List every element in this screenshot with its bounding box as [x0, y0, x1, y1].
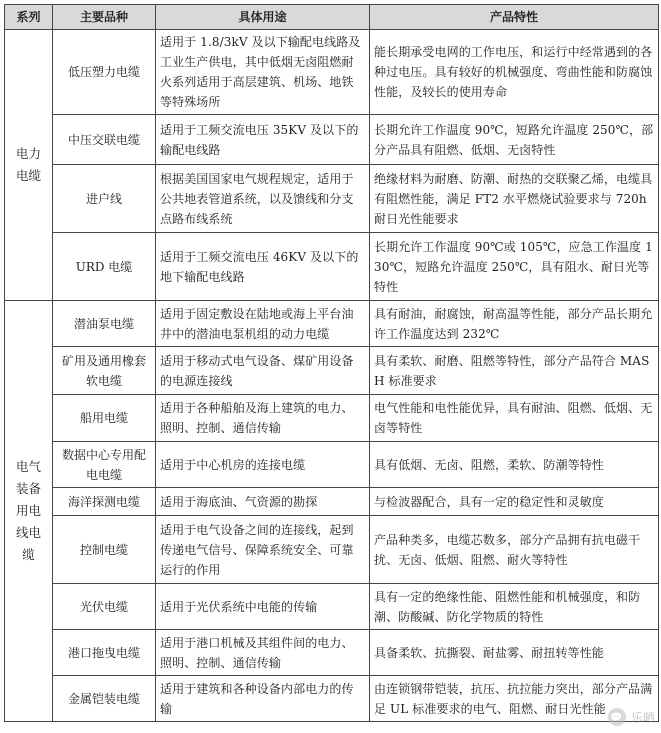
product-name: 进户线	[53, 165, 156, 233]
table-row	[5, 584, 659, 630]
product-feature: 绝缘材料为耐磨、防潮、耐热的交联聚乙烯，电缆具有阻燃性能，满足 FT2 水平燃烧试验要求与 720h 耐日光性能要求	[370, 165, 659, 233]
series-power-cable: 电力 电缆	[5, 30, 53, 301]
product-usage: 适用于固定敷设在陆地或海上平台油井中的潜油电泵机组的动力电缆	[156, 301, 370, 347]
header-row	[5, 5, 659, 30]
header-product: 主要品种	[53, 5, 156, 30]
product-feature: 产品种类多，电缆芯数多，部分产品拥有抗电磁干扰、无卤、低烟、阻燃、耐火等特性	[370, 516, 659, 584]
product-usage: 适用于工频交流电压 35KV 及以下的输配电线路	[156, 115, 370, 165]
product-feature: 具有低烟、无卤、阻燃，柔软、防潮等特性	[370, 442, 659, 488]
watermark	[607, 707, 655, 727]
header-usage: 具体用途	[156, 5, 370, 30]
table-row	[5, 233, 659, 301]
product-name: 矿用及通用橡套软电缆	[53, 347, 156, 395]
product-usage: 适用于各种船舶及海上建筑的电力、照明、控制、通信传输	[156, 395, 370, 442]
product-usage: 适用于建筑和各种设备内部电力的传输	[156, 676, 370, 722]
product-name: 港口拖曳电缆	[53, 630, 156, 676]
header-series: 系列	[5, 5, 53, 30]
product-feature: 具有一定的绝缘性能、阻燃性能和机械强度，和防潮、防酸碱、防化学物质的特性	[370, 584, 659, 630]
product-feature: 具备柔软、抗撕裂、耐盐雾、耐扭转等性能	[370, 630, 659, 676]
product-name: 潜油泵电缆	[53, 301, 156, 347]
product-usage: 适用于工频交流电压 46KV 及以下的地下输配电线路	[156, 233, 370, 301]
product-usage: 适用于中心机房的连接电缆	[156, 442, 370, 488]
product-feature: 由连锁钢带铠装，抗压、抗拉能力突出，部分产品满足 UL 标准要求的电气、阻燃、耐日光性能	[370, 676, 659, 722]
product-name: 船用电缆	[53, 395, 156, 442]
product-name: 中压交联电缆	[53, 115, 156, 165]
product-usage: 适用于移动式电气设备、煤矿用设备的电源连接线	[156, 347, 370, 395]
table-row	[5, 488, 659, 516]
product-feature: 具有耐油，耐腐蚀，耐高温等性能，部分产品长期允许工作温度达到 232℃	[370, 301, 659, 347]
table-row	[5, 630, 659, 676]
product-usage: 适用于 1.8/3kV 及以下输配电线路及工业生产供电，其中低烟无卤阻燃耐火系列适用于高层建筑、机场、地铁等特殊场所	[156, 30, 370, 115]
product-name: URD 电缆	[53, 233, 156, 301]
table-row	[5, 516, 659, 584]
product-usage: 根据美国国家电气规程规定，适用于公共地表管道系统，以及馈线和分支点路布线系统	[156, 165, 370, 233]
product-name: 数据中心专用配电电缆	[53, 442, 156, 488]
product-table	[4, 4, 659, 722]
product-feature: 长期允许工作温度 90℃，短路允许温度 250℃，部分产品具有阻燃、低烟、无卤特性	[370, 115, 659, 165]
product-feature: 长期允许工作温度 90℃或 105℃，应急工作温度 130℃，短路允许温度 250℃，具有阻水、耐日光等特性	[370, 233, 659, 301]
product-name: 金属铠装电缆	[53, 676, 156, 722]
table-row	[5, 30, 659, 115]
product-usage: 适用于港口机械及其组件间的电力、照明、控制、通信传输	[156, 630, 370, 676]
product-feature: 与检波器配合，具有一定的稳定性和灵敏度	[370, 488, 659, 516]
product-usage: 适用于电气设备之间的连接线，起到传递电气信号、保障系统安全、可靠运行的作用	[156, 516, 370, 584]
watermark-text: 乐晒	[630, 710, 655, 725]
series-equipment-cable: 电气 装备 用电 线电 缆	[5, 301, 53, 722]
product-name: 海洋探测电缆	[53, 488, 156, 516]
table-row	[5, 165, 659, 233]
product-feature: 具有柔软、耐磨、阻燃等特性，部分产品符合 MASH 标准要求	[370, 347, 659, 395]
product-name: 光伏电缆	[53, 584, 156, 630]
table-row	[5, 442, 659, 488]
table-row	[5, 347, 659, 395]
header-feature: 产品特性	[370, 5, 659, 30]
product-feature: 电气性能和电性能优异，具有耐油、阻燃、低烟、无卤等特性	[370, 395, 659, 442]
table-row	[5, 676, 659, 722]
product-usage: 适用于光伏系统中电能的传输	[156, 584, 370, 630]
chat-bubble-icon	[607, 707, 627, 727]
product-usage: 适用于海底油、气资源的勘探	[156, 488, 370, 516]
product-name: 控制电缆	[53, 516, 156, 584]
table-row	[5, 115, 659, 165]
product-name: 低压塑力电缆	[53, 30, 156, 115]
product-feature: 能长期承受电网的工作电压，和运行中经常遇到的各种过电压。具有较好的机械强度、弯曲性能和防腐蚀性能，及较长的使用寿命	[370, 30, 659, 115]
table-row	[5, 301, 659, 347]
table-row	[5, 395, 659, 442]
